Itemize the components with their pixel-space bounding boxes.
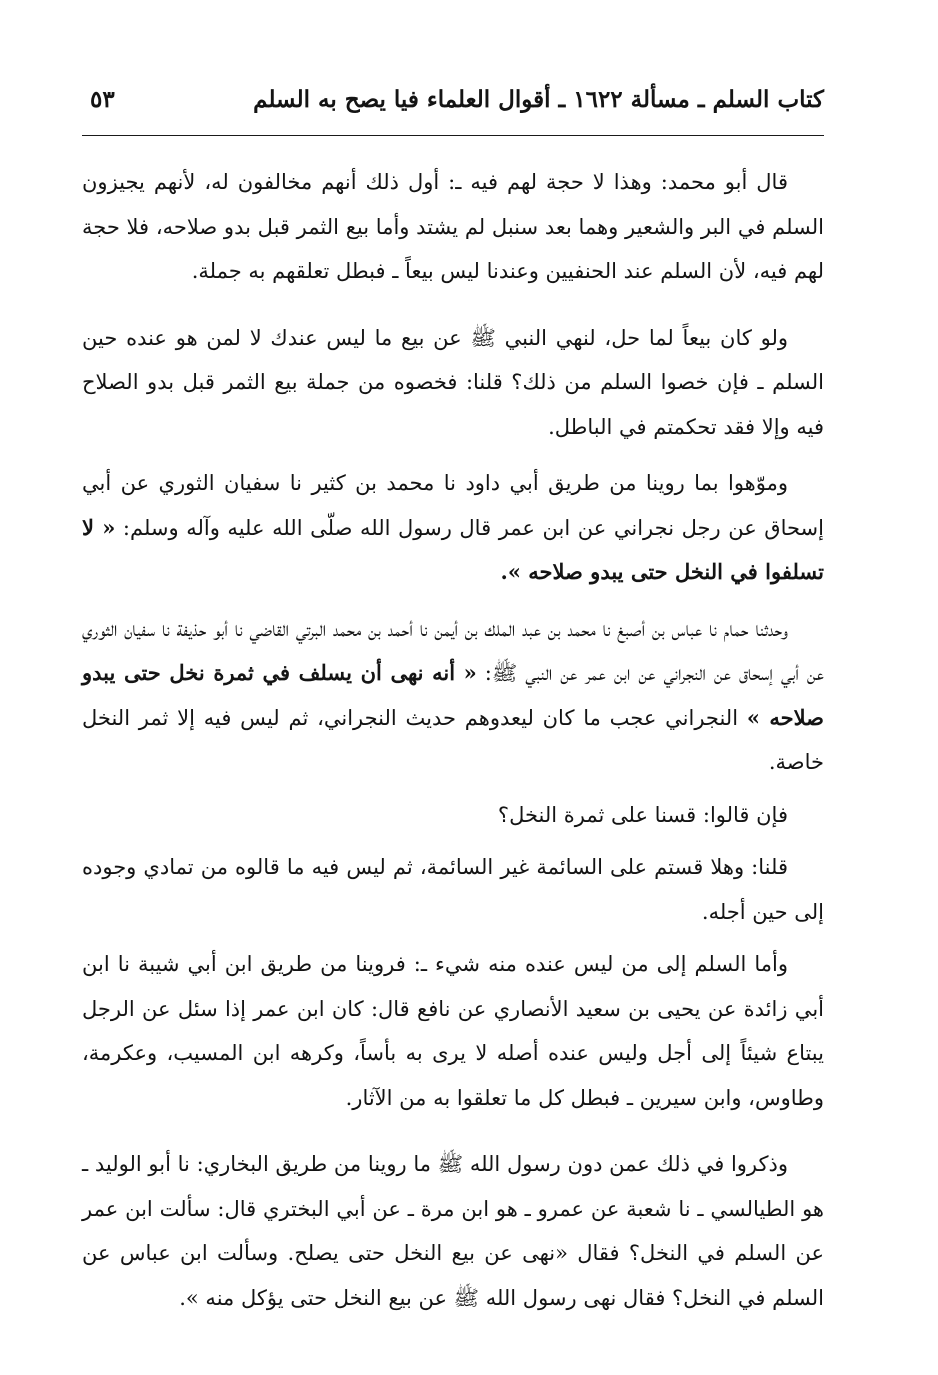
body-text bbox=[82, 160, 824, 1320]
header-rule bbox=[82, 135, 824, 136]
paragraph bbox=[82, 607, 824, 785]
paragraph-text: النجراني عجب ما كان ليعدوهم حديث النجراني، ثم ليس فيه إلا ثمر النخل خاصة. bbox=[82, 705, 824, 774]
paragraph bbox=[82, 942, 824, 1120]
paragraph-text: وموّهوا بما روينا من طريق أبي داود نا محمد بن كثير نا سفيان الثوري عن أبي إسحاق عن رجل نجراني عن ابن عمر قال رسول الله صلّى الله عليه وآله وسلم: bbox=[82, 471, 824, 540]
paragraph bbox=[82, 461, 824, 595]
hadith-quote: « أنه نهى أن يسلف في ثمرة نخل حتى يبدو صلاحه » bbox=[82, 660, 824, 730]
paragraph bbox=[82, 160, 824, 294]
paragraph-text: ولو كان بيعاً لما حل، لنهي النبي ﷺ عن بيع ما ليس عندك لا لمن هو عنده حين السلم ـ فإن خصوا السلم من ذلك؟ قلنا: فخصوه من جملة بيع الثمر قبل بدو الصلاح فيه وإلا فقد تحكمتم في الباطل. bbox=[82, 325, 824, 439]
paragraph bbox=[82, 316, 824, 450]
paragraph-text: قال أبو محمد: وهذا لا حجة لهم فيه ـ: أول ذلك أنهم مخالفون له، لأنهم يجيزون السلم في البر والشعير وهما بعد سنبل لم يشتد وأما بيع الثمر قبل بدو صلاحه، فلا حجة لهم فيه، لأن السلم عند الحنفيين وعندنا ليس بيعاً ـ فبطل تعلقهم به جملة. bbox=[82, 170, 824, 283]
page-header bbox=[82, 84, 824, 130]
page-number: ٥٣ bbox=[90, 86, 115, 113]
running-head: كتاب السلم ـ مسألة ١٦٢٢ ـ أقوال العلماء فيا يصح به السلم bbox=[253, 86, 824, 113]
paragraph bbox=[82, 1142, 824, 1320]
paragraph-text: فإن قالوا: قسنا على ثمرة النخل؟ bbox=[497, 802, 788, 827]
paragraph bbox=[82, 845, 824, 934]
paragraph-text: وذكروا في ذلك عمن دون رسول الله ﷺ ما روينا من طريق البخاري: نا أبو الوليد ـ هو الطيالسي ـ نا شعبة عن عمرو ـ هو ابن مرة ـ عن أبي البختري قال: سألت ابن عمر عن السلم في النخل؟ فقال «نهى عن بيع النخل حتى يصلح. وسألت ابن عباس عن السلم في النخل؟ فقال نهى رسول الله ﷺ عن بيع النخل حتى يؤكل منه ». bbox=[82, 1152, 824, 1310]
paragraph-text: قلنا: وهلا قستم على السائمة غير السائمة، ثم ليس فيه ما قالوه من تمادي وجوده إلى حين أجله. bbox=[82, 855, 824, 924]
hadith-quote: « لا تسلفوا في النخل حتى يبدو صلاحه ». bbox=[82, 514, 824, 584]
paragraph-text: وحدثنا حمام نا عباس بن أصبغ نا محمد بن عبد الملك بن أيمن نا أحمد بن محمد البرتي القاضي نا أبو حذيفة نا سفيان الثوري عن أبي إسحاق عن النجراني عن ابن عمر عن النبي ﷺ: bbox=[82, 616, 824, 685]
paragraph-text: وأما السلم إلى من ليس عنده منه شيء ـ: فروينا من طريق ابن أبي شيبة نا ابن أبي زائدة عن يحيى بن سعيد الأنصاري عن نافع قال: كان ابن عمر إذا سئل عن الرجل يبتاع شيئاً إلى أجل وليس عنده أصله لا يرى به بأساً، وكرهه ابن المسيب، وعكرمة، وطاوس، وابن سيرين ـ فبطل كل ما تعلقوا به من الآثار. bbox=[82, 952, 824, 1110]
paragraph bbox=[82, 793, 824, 838]
